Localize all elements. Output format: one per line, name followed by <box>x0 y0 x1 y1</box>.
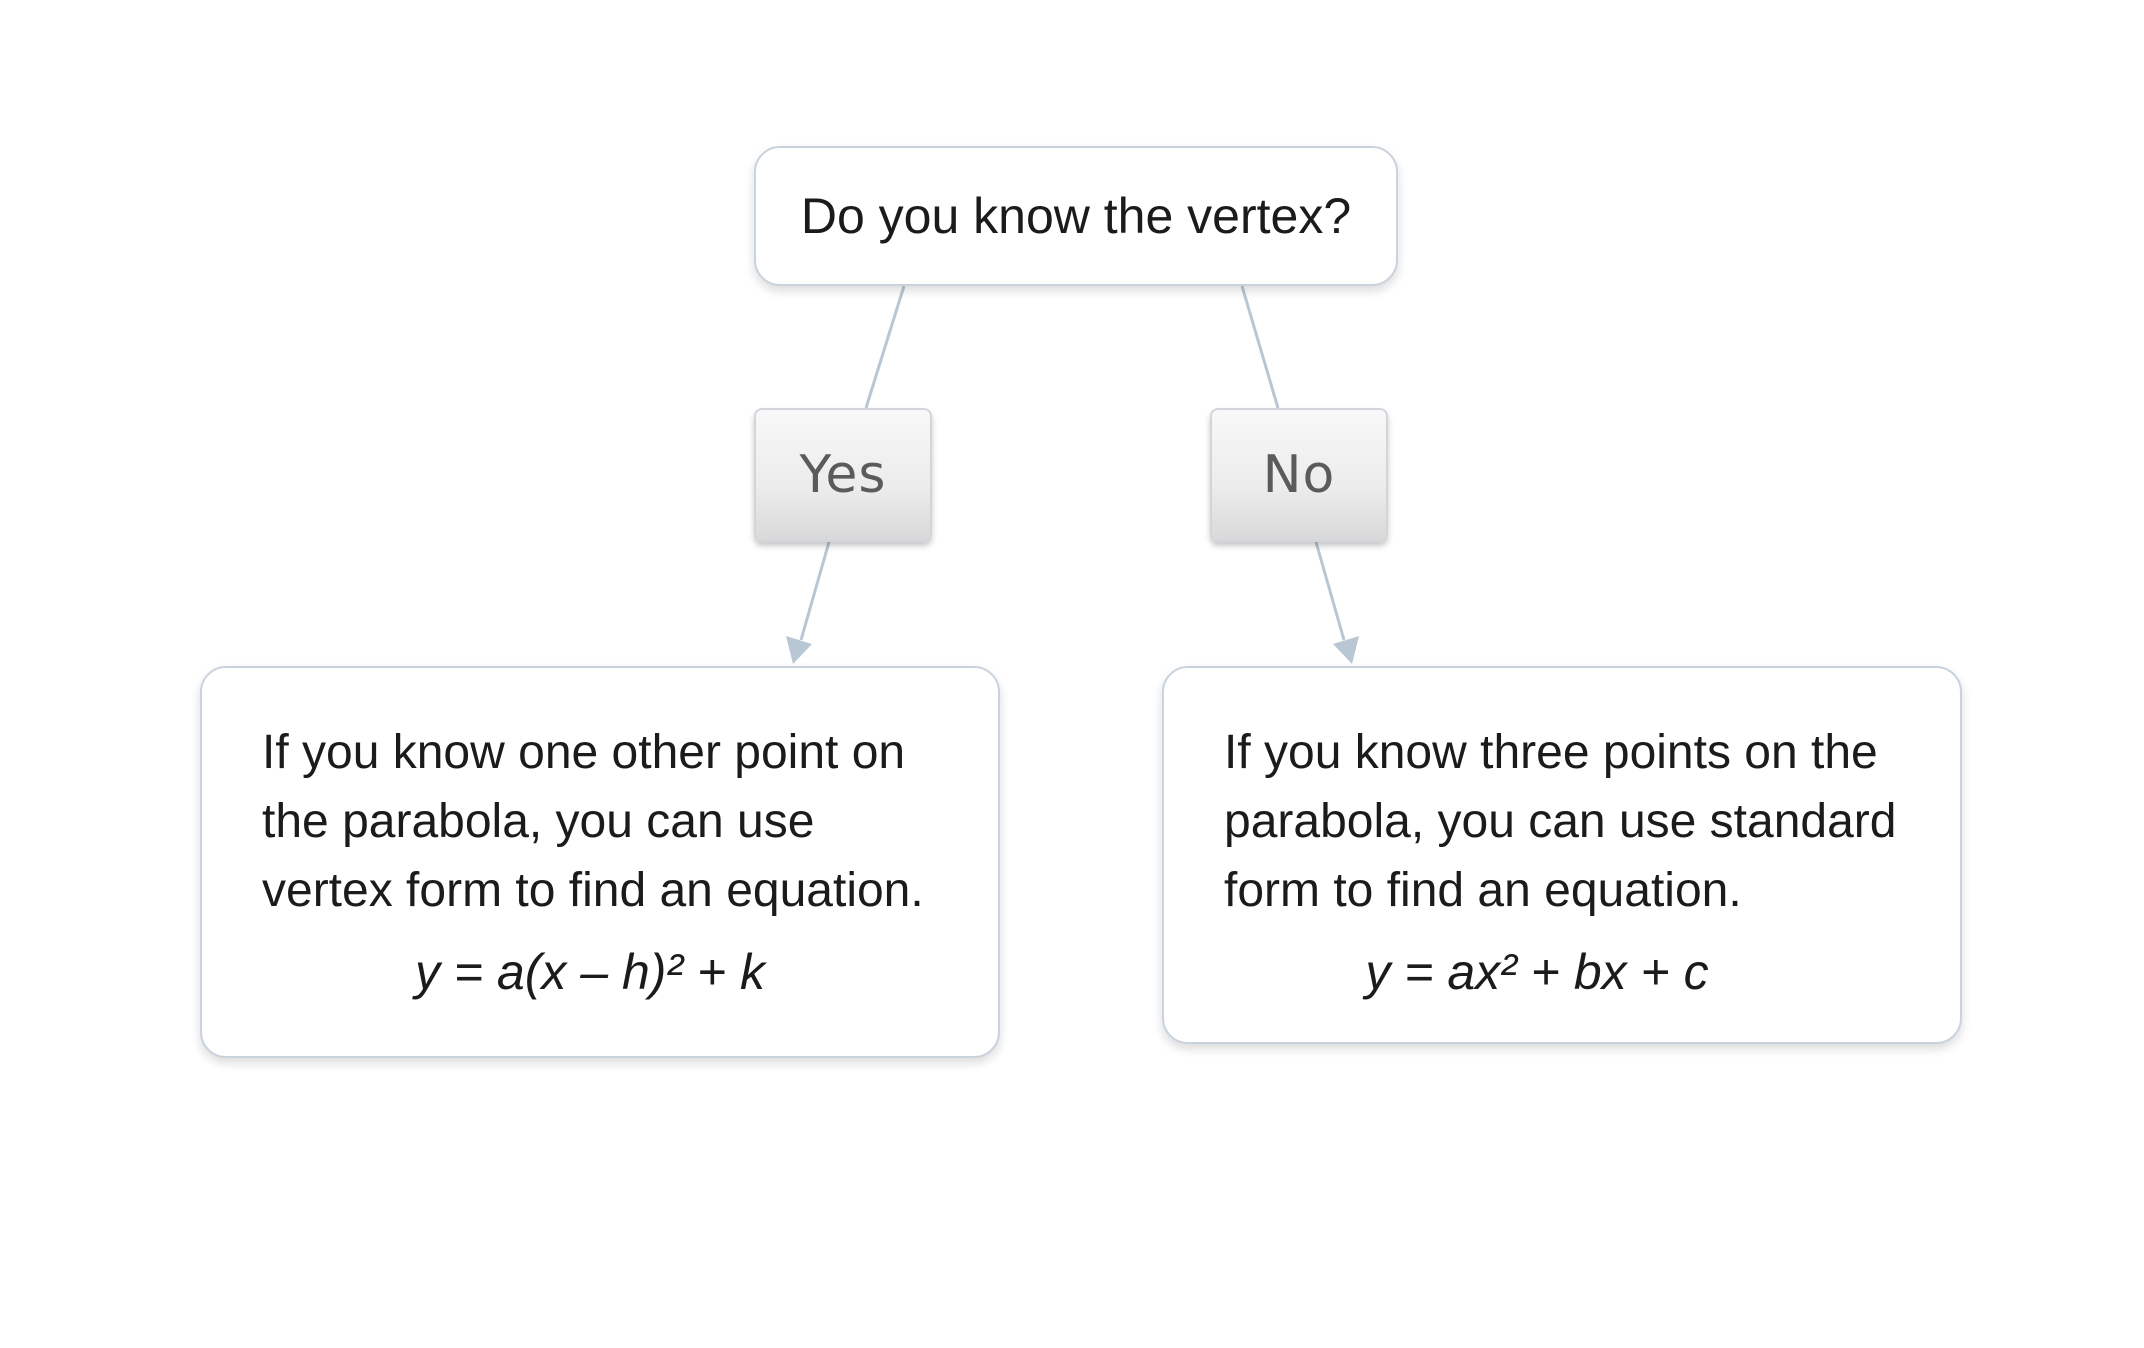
vertex-form-outcome-node <box>200 666 1000 1058</box>
standard-form-outcome-node <box>1162 666 1962 1044</box>
connector-question-to-yes <box>866 286 904 408</box>
yes-label: Yes <box>799 445 887 505</box>
question-node <box>754 146 1398 286</box>
connector-yes-to-outcome <box>801 542 829 640</box>
no-answer-node <box>1210 408 1388 542</box>
vertex-form-description: If you know one other point on the parabola, you can use vertex form to find an equation. <box>262 726 924 917</box>
question-text: Do you know the vertex? <box>800 188 1352 244</box>
vertex-form-formula: y = a(x – h)² + k <box>414 944 766 1000</box>
connector-question-to-no <box>1242 286 1278 408</box>
arrowhead-yes <box>786 636 812 664</box>
no-label: No <box>1262 445 1336 505</box>
arrowhead-no <box>1333 636 1359 664</box>
connector-no-to-outcome <box>1316 542 1344 640</box>
standard-form-description: If you know three points on the parabola, you can use standard form to find an equation. <box>1224 726 1897 917</box>
standard-form-formula: y = ax² + bx + c <box>1365 944 1709 1000</box>
yes-answer-node <box>754 408 932 542</box>
